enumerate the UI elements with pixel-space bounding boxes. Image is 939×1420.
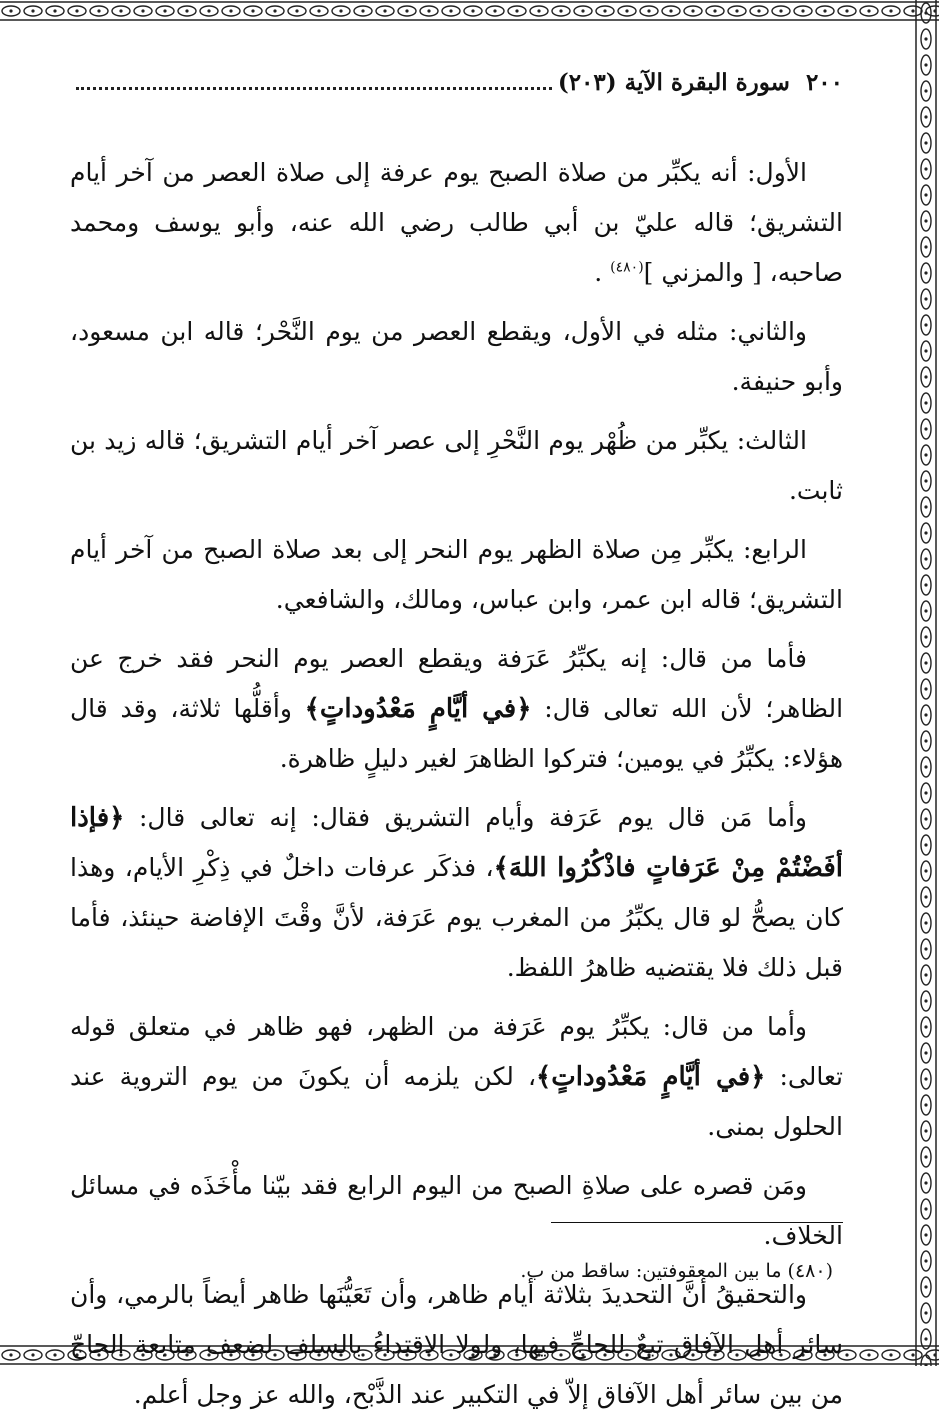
text-run: الثالث: يكبِّر من ظُهْر يوم النَّحْرِ إلى عصر آخر أيام التشريق؛ قاله زيد بن ثابت.: [70, 426, 843, 505]
text-run: الرابع: يكبِّر مِن صلاة الظهر يوم النحر إلى بعد صلاة الصبح من آخر أيام التشريق؛ قاله ابن عمر، وابن عباس، ومالك، والشافعي.: [70, 535, 843, 614]
footnote: (٤٨٠) ما بين المعقوفتين: ساقط من ب.: [520, 1260, 833, 1282]
paragraph: [70, 1002, 843, 1152]
text-run: والتحقيقُ أنَّ التحديدَ بثلاثة أيام ظاهر، وأن تَعَيُّنَها ظاهر أيضاً بالرمي، وأن سائر أهل الآفاق تبعٌ للحاجِّ فيها، ولولا الاقتداءُ بالسلف لضعف متابعة الحاجّ من بين سائر أهل الآفاق إلاّ في التكبير عند الذَّبْح، والله عز وجل أعلم.: [70, 1280, 843, 1409]
text-run: وأما مَن قال يوم عَرَفة وأيام التشريق فقال: إنه تعالى قال:: [124, 803, 807, 832]
text-run: وأقلُّها ثلاثة، وقد قال هؤلاء: يكبِّرُ في يومين؛ فتركوا الظاهرَ لغير دليلٍ ظاهرة.: [70, 694, 843, 773]
body-text: [70, 148, 843, 1420]
quran-quote: ﴿في أيَّامٍ مَعْدُوداتٍ﴾: [536, 1062, 766, 1092]
paragraph: [70, 148, 843, 298]
paragraph: [70, 1161, 843, 1261]
paragraph: [70, 1270, 843, 1420]
text-run: ومَن قصره على صلاةِ الصبح من اليوم الرابع فقد بيّنا مأْخَذَه في مسائل الخلاف.: [70, 1171, 843, 1250]
footnote-separator: [551, 1222, 843, 1223]
paragraph: [70, 307, 843, 407]
book-page: [70, 60, 844, 1409]
quran-quote: ﴿فإذا أفَضْتُمْ مِنْ عَرَفاتٍ فاذْكُرُوا اللهَ﴾: [70, 803, 844, 883]
right-ornamental-border: [913, 0, 939, 1366]
paragraph: [70, 525, 843, 625]
paragraph: [70, 793, 843, 993]
page-number: ٢٠٠: [805, 68, 843, 96]
text-run: ، فذكَر عرفات داخلٌ في ذِكْرِ الأيام، وهذا كان يصحُّ لو قال يكبِّرُ من المغرب يوم عَرَفة، لأنَّ وقْتَ الإفاضة حينئذ، فأما قبل ذلك فلا يقتضيه ظاهرُ اللفظ.: [70, 853, 843, 982]
top-ornamental-border: [0, 0, 939, 22]
chapter-title: سورة البقرة الآية (٢٠٣): [557, 68, 790, 96]
text-run: .: [594, 258, 611, 287]
text-run: فأما من قال: إنه يكبِّرُ عَرَفة ويقطع العصر يوم النحر فقد خرج عن الظاهر؛ لأن الله تعالى قال:: [70, 644, 844, 723]
header-dotted-leader: [76, 87, 552, 90]
running-header: [70, 60, 843, 104]
text-run: الأول: أنه يكبِّر من صلاة الصبح يوم عرفة إلى صلاة العصر من آخر أيام التشريق؛ قاله عليّ بن أبي طالب رضي الله عنه، وأبو يوسف ومحمد صاحبه، [ والمزني ]: [70, 158, 843, 287]
text-run: والثاني: مثله في الأول، ويقطع العصر من يوم النَّحْر؛ قاله ابن مسعود، وأبو حنيفة.: [70, 317, 843, 396]
paragraph: [70, 634, 843, 784]
paragraph: [70, 416, 843, 516]
footnote-marker: (٤٨٠): [610, 259, 644, 276]
text-run: ، لكن يلزمه أن يكونَ من يوم التروية عند الحلول بمنى.: [70, 1062, 843, 1141]
text-run: وأما من قال: يكبِّرُ يوم عَرَفة من الظهر، فهو ظاهر في متعلق قوله تعالى:: [70, 1012, 843, 1091]
quran-quote: ﴿في أيَّامٍ مَعْدُوداتٍ﴾: [304, 694, 532, 724]
